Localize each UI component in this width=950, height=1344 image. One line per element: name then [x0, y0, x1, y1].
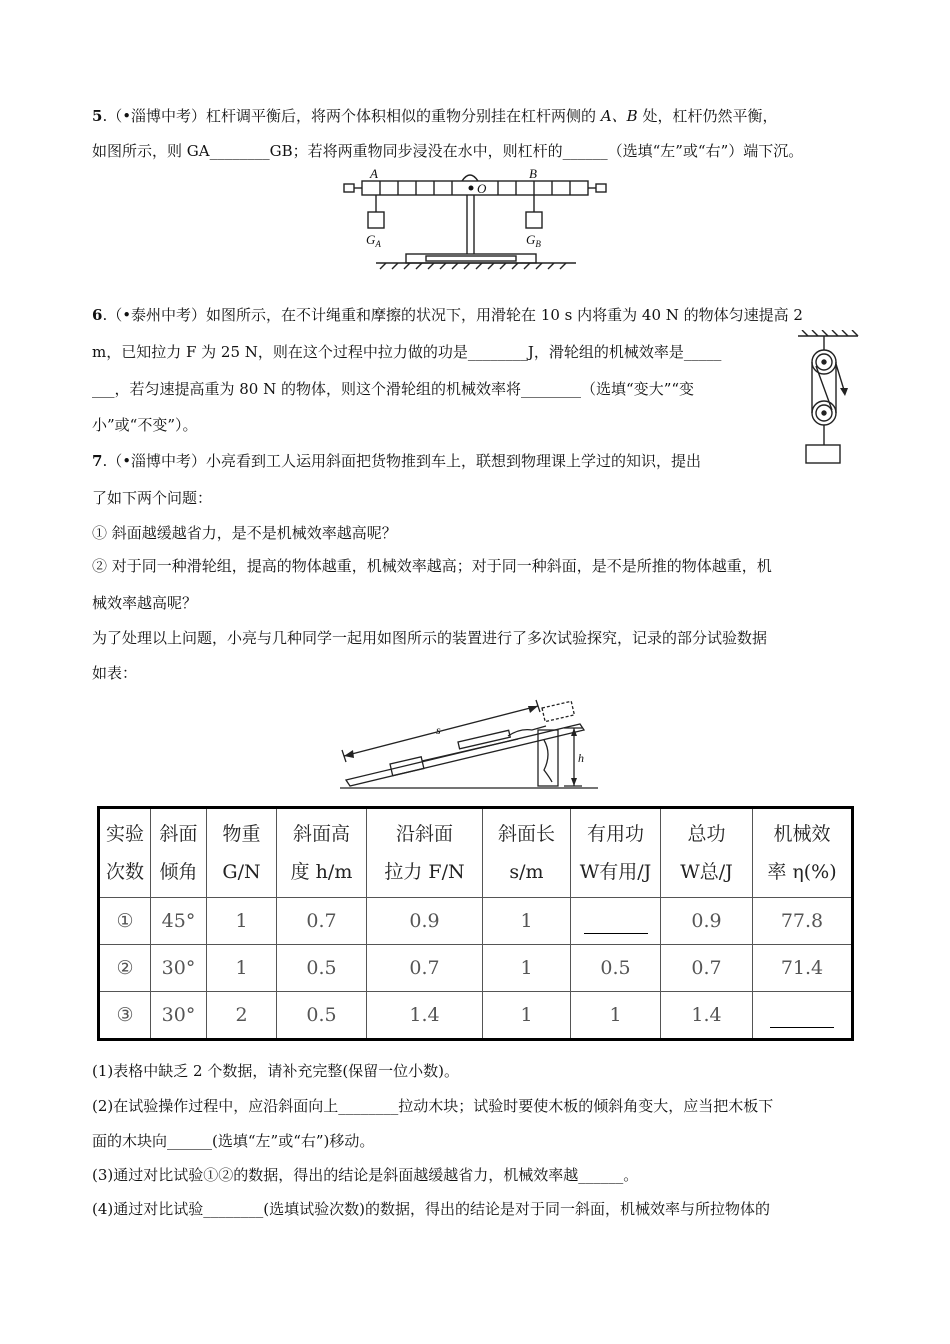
q6-line-2: m，已知拉力 F 为 25 N，则在这个过程中拉力做的功是________J，滑轮组的机械效率是_____	[92, 343, 722, 361]
table-cell-blank	[753, 992, 853, 1040]
table-cell-blank	[571, 898, 661, 945]
header-cell: 斜面高 度 h/m	[277, 808, 367, 898]
q7-sub-2a: (2)在试验操作过程中，应沿斜面向上________拉动木块；试验时要使木板的倾斜角变大，应当把木板下	[92, 1097, 774, 1115]
table-cell: 1	[207, 898, 277, 945]
pulley-figure	[796, 330, 862, 466]
table-cell: ③	[99, 992, 151, 1040]
incline-figure	[338, 694, 610, 794]
q6-text-a: .（•泰州中考）如图所示，在不计绳重和摩擦的状况下，用滑轮在 10 s 内将重为 40 N 的物体匀速提高 2	[102, 306, 803, 324]
table-cell: 30°	[151, 945, 207, 992]
lever-label-b: B	[529, 166, 537, 181]
experiment-table	[97, 806, 854, 1041]
header-cell: 斜面 倾角	[151, 808, 207, 898]
lever-label-a: A	[370, 166, 378, 181]
table-cell: 0.9	[367, 898, 483, 945]
q5-text-b: 处，杠杆仍然平衡，	[637, 107, 778, 125]
q7-line-4: ② 对于同一种滑轮组，提高的物体越重，机械效率越高；对于同一种斜面，是不是所推的物体越重，机	[92, 557, 772, 575]
table-cell: 1.4	[661, 992, 753, 1040]
table-cell: 0.5	[571, 945, 661, 992]
q5-text-a: .（•淄博中考）杠杆调平衡后，将两个体积相似的重物分别挂在杠杆两侧的	[102, 107, 601, 125]
q5-line-2: 如图所示，则 GA________GB；若将两重物同步浸没在水中，则杠杆的______（选填“左”或“右”）端下沉。	[92, 142, 804, 160]
q5-line-1	[92, 106, 777, 126]
table-cell: 0.9	[661, 898, 753, 945]
header-cell: 斜面长 s/m	[483, 808, 571, 898]
table-cell: 1.4	[367, 992, 483, 1040]
header-cell: 总功 W总/J	[661, 808, 753, 898]
table-cell: ①	[99, 898, 151, 945]
table-cell: 71.4	[753, 945, 853, 992]
q7-line-2: 了如下两个问题：	[92, 489, 213, 507]
lever-label-gb: $G_B$	[526, 232, 541, 249]
lever-figure	[340, 166, 610, 272]
q7-text-a: .（•淄博中考）小亮看到工人运用斜面把货物推到车上，联想到物理课上学过的知识，提出	[102, 452, 702, 470]
answer-blank	[584, 911, 648, 934]
q6-number: 6	[92, 306, 103, 324]
lever-label-ga: $G_A$	[366, 232, 381, 249]
q7-sub-2b: 面的木块向______(选填“左”或“右”)移动。	[92, 1132, 375, 1150]
incline-label-h: h	[578, 751, 584, 765]
q7-line-1	[92, 451, 701, 471]
table-row	[99, 945, 853, 992]
table-cell: 30°	[151, 992, 207, 1040]
q7-number: 7	[92, 452, 103, 470]
q7-line-6: 为了处理以上问题，小亮与几种同学一起用如图所示的装置进行了多次试验探究，记录的部分试验数据	[92, 629, 768, 647]
header-cell: 有用功 W有用/J	[571, 808, 661, 898]
table-cell: 0.7	[277, 898, 367, 945]
q7-sub-3: (3)通过对比试验①②的数据，得出的结论是斜面越缓越省力，机械效率越______。	[92, 1166, 639, 1184]
answer-blank	[770, 1005, 834, 1028]
incline-label-s: s	[436, 723, 441, 737]
q6-line-3: ___，若匀速提高重为 80 N 的物体，则这个滑轮组的机械效率将________（选填“变大”“变	[92, 380, 695, 398]
table-row	[99, 898, 853, 945]
header-cell: 沿斜面 拉力 F/N	[367, 808, 483, 898]
table-cell: 1	[207, 945, 277, 992]
table-cell: 45°	[151, 898, 207, 945]
q6-line-1	[92, 305, 803, 325]
header-cell: 物重 G/N	[207, 808, 277, 898]
header-cell: 机械效 率 η(%)	[753, 808, 853, 898]
header-cell: 实验 次数	[99, 808, 151, 898]
q5-text-ab: A、B	[600, 107, 638, 125]
lever-label-o: O	[477, 181, 487, 196]
table-cell: 0.5	[277, 992, 367, 1040]
q7-line-7: 如表：	[92, 664, 138, 682]
table-cell: 0.7	[661, 945, 753, 992]
q7-line-5: 械效率越高呢？	[92, 594, 198, 612]
q5-number: 5	[92, 107, 103, 125]
table-cell: 1	[483, 992, 571, 1040]
table-header-row	[99, 808, 853, 898]
table-cell: 77.8	[753, 898, 853, 945]
table-cell: 1	[483, 898, 571, 945]
table-row	[99, 992, 853, 1040]
table-cell: 2	[207, 992, 277, 1040]
table-cell: 1	[571, 992, 661, 1040]
q6-line-4: 小”或“不变”）。	[92, 416, 198, 434]
table-cell: 1	[483, 945, 571, 992]
q7-sub-1: (1)表格中缺乏 2 个数据，请补充完整(保留一位小数)。	[92, 1062, 460, 1080]
q7-sub-4: (4)通过对比试验________(选填试验次数)的数据，得出的结论是对于同一斜面，机械效率与所拉物体的	[92, 1200, 770, 1218]
table-cell: ②	[99, 945, 151, 992]
table-cell: 0.5	[277, 945, 367, 992]
q7-line-3: ① 斜面越缓越省力，是不是机械效率越高呢？	[92, 524, 397, 542]
table-cell: 0.7	[367, 945, 483, 992]
